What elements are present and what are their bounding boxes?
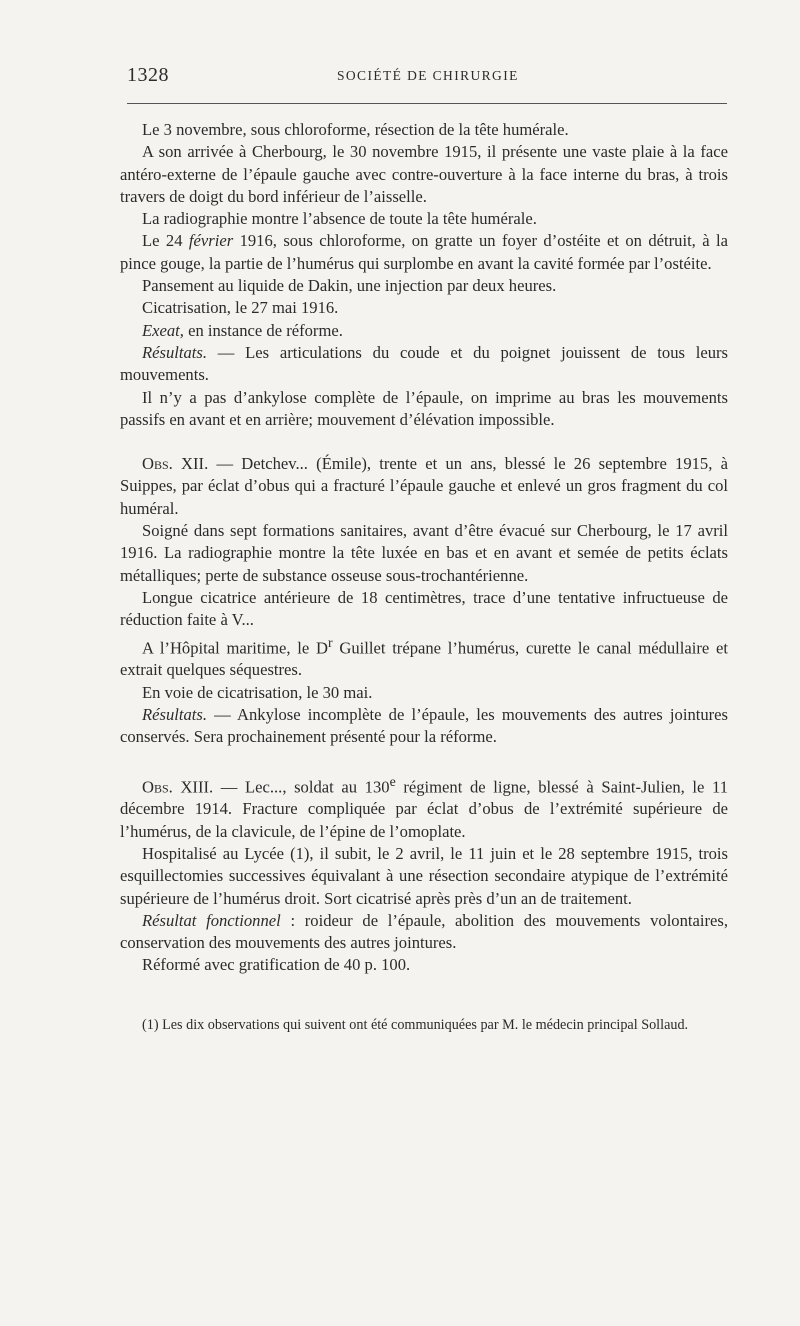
body-text <box>120 119 728 1035</box>
paragraph: Le 24 février 1916, sous chloroforme, on gratte un foyer d’ostéite et on détruit, à la pince gouge, la partie de l’humérus qui surplombe en avant la cavité formée par l’ostéite. <box>120 231 728 273</box>
paragraph: Soigné dans sept formations sanitaires, avant d’être évacué sur Cherbourg, le 17 avril 1916. La radiographie montre la tête luxée en bas et en avant et semée de petits éclats métalliques; perte de substance osseuse sous-trochantérienne. <box>120 521 728 585</box>
paragraph: Le 3 novembre, sous chloroforme, résection de la tête humérale. <box>142 120 569 139</box>
paragraph: Exeat, en instance de réforme. <box>142 320 343 340</box>
page-number: 1328 <box>127 64 169 86</box>
header-rule <box>127 103 727 104</box>
paragraph: Il n’y a pas d’ankylose complète de l’épaule, on imprime au bras les mouvements passifs en avant et en arrière; mouvement d’élévation impossible. <box>120 387 728 429</box>
observation-heading-paragraph: Obs. XIII. — Lec..., soldat au 130e régiment de ligne, blessé à Saint-Julien, le 11 décembre 1914. Fracture compliquée par éclat d’obus de l’extrémité supérieure de l’humérus, de la clavicule, de l’épine de l’omoplate. <box>120 773 728 841</box>
paragraph: Résultats. — Ankylose incomplète de l’épaule, les mouvements des autres jointures conservés. Sera prochainement présenté pour la réforme. <box>120 704 728 747</box>
footnote-spacer <box>120 977 728 1015</box>
observation-heading-paragraph: Obs. XII. — Detchev... (Émile), trente et un ans, blessé le 26 septembre 1915, à Suippes, par éclat d’obus qui a fracturé l’épaule gauche et enlevé un gros fragment du col huméral. <box>120 454 728 518</box>
paragraph: En voie de cicatrisation, le 30 mai. <box>142 682 373 702</box>
paragraph: Longue cicatrice antérieure de 18 centimètres, trace d’une tentative infructueuse de réduction faite à V... <box>120 587 728 630</box>
paragraph: Hospitalisé au Lycée (1), il subit, le 2 avril, le 11 juin et le 28 septembre 1915, trois esquillectomies successives équivalant à une résection secondaire atypique de l’extrémité supérieure de l’humérus droit. Sort cicatrisé après près d’un an de traitement. <box>120 843 728 908</box>
paragraph: A son arrivée à Cherbourg, le 30 novembre 1915, il présente une vaste plaie à la face antéro-externe de l’épaule gauche avec contre-ouverture à la face interne du bras, à trois travers de doigt du bord inférieur de l’aisselle. <box>120 142 728 206</box>
paragraph: A l’Hôpital maritime, le $D^r$ Guillet trépane l’humérus, curette le canal médullaire et extrait quelques séquestres. <box>120 634 728 680</box>
paragraph: Réformé avec gratification de 40 p. 100. <box>142 955 411 975</box>
footnote: (1) Les dix observations qui suivent ont été communiquées par M. le médecin principal Sollaud. <box>142 1016 689 1033</box>
paragraph: Résultats. — Les articulations du coude et du poignet jouissent de tous leurs mouvements. <box>120 342 728 385</box>
running-title: SOCIÉTÉ DE CHIRURGIE <box>337 68 519 83</box>
paragraph: Cicatrisation, le 27 mai 1916. <box>142 298 339 318</box>
paragraph: Résultat fonctionnel : roideur de l’épaule, abolition des mouvements volontaires, conservation des mouvements des autres jointures. <box>120 910 728 953</box>
paragraph: Pansement au liquide de Dakin, une injection par deux heures. <box>142 276 557 296</box>
page-header <box>127 64 727 92</box>
paragraph: La radiographie montre l’absence de toute la tête humérale. <box>142 209 537 229</box>
